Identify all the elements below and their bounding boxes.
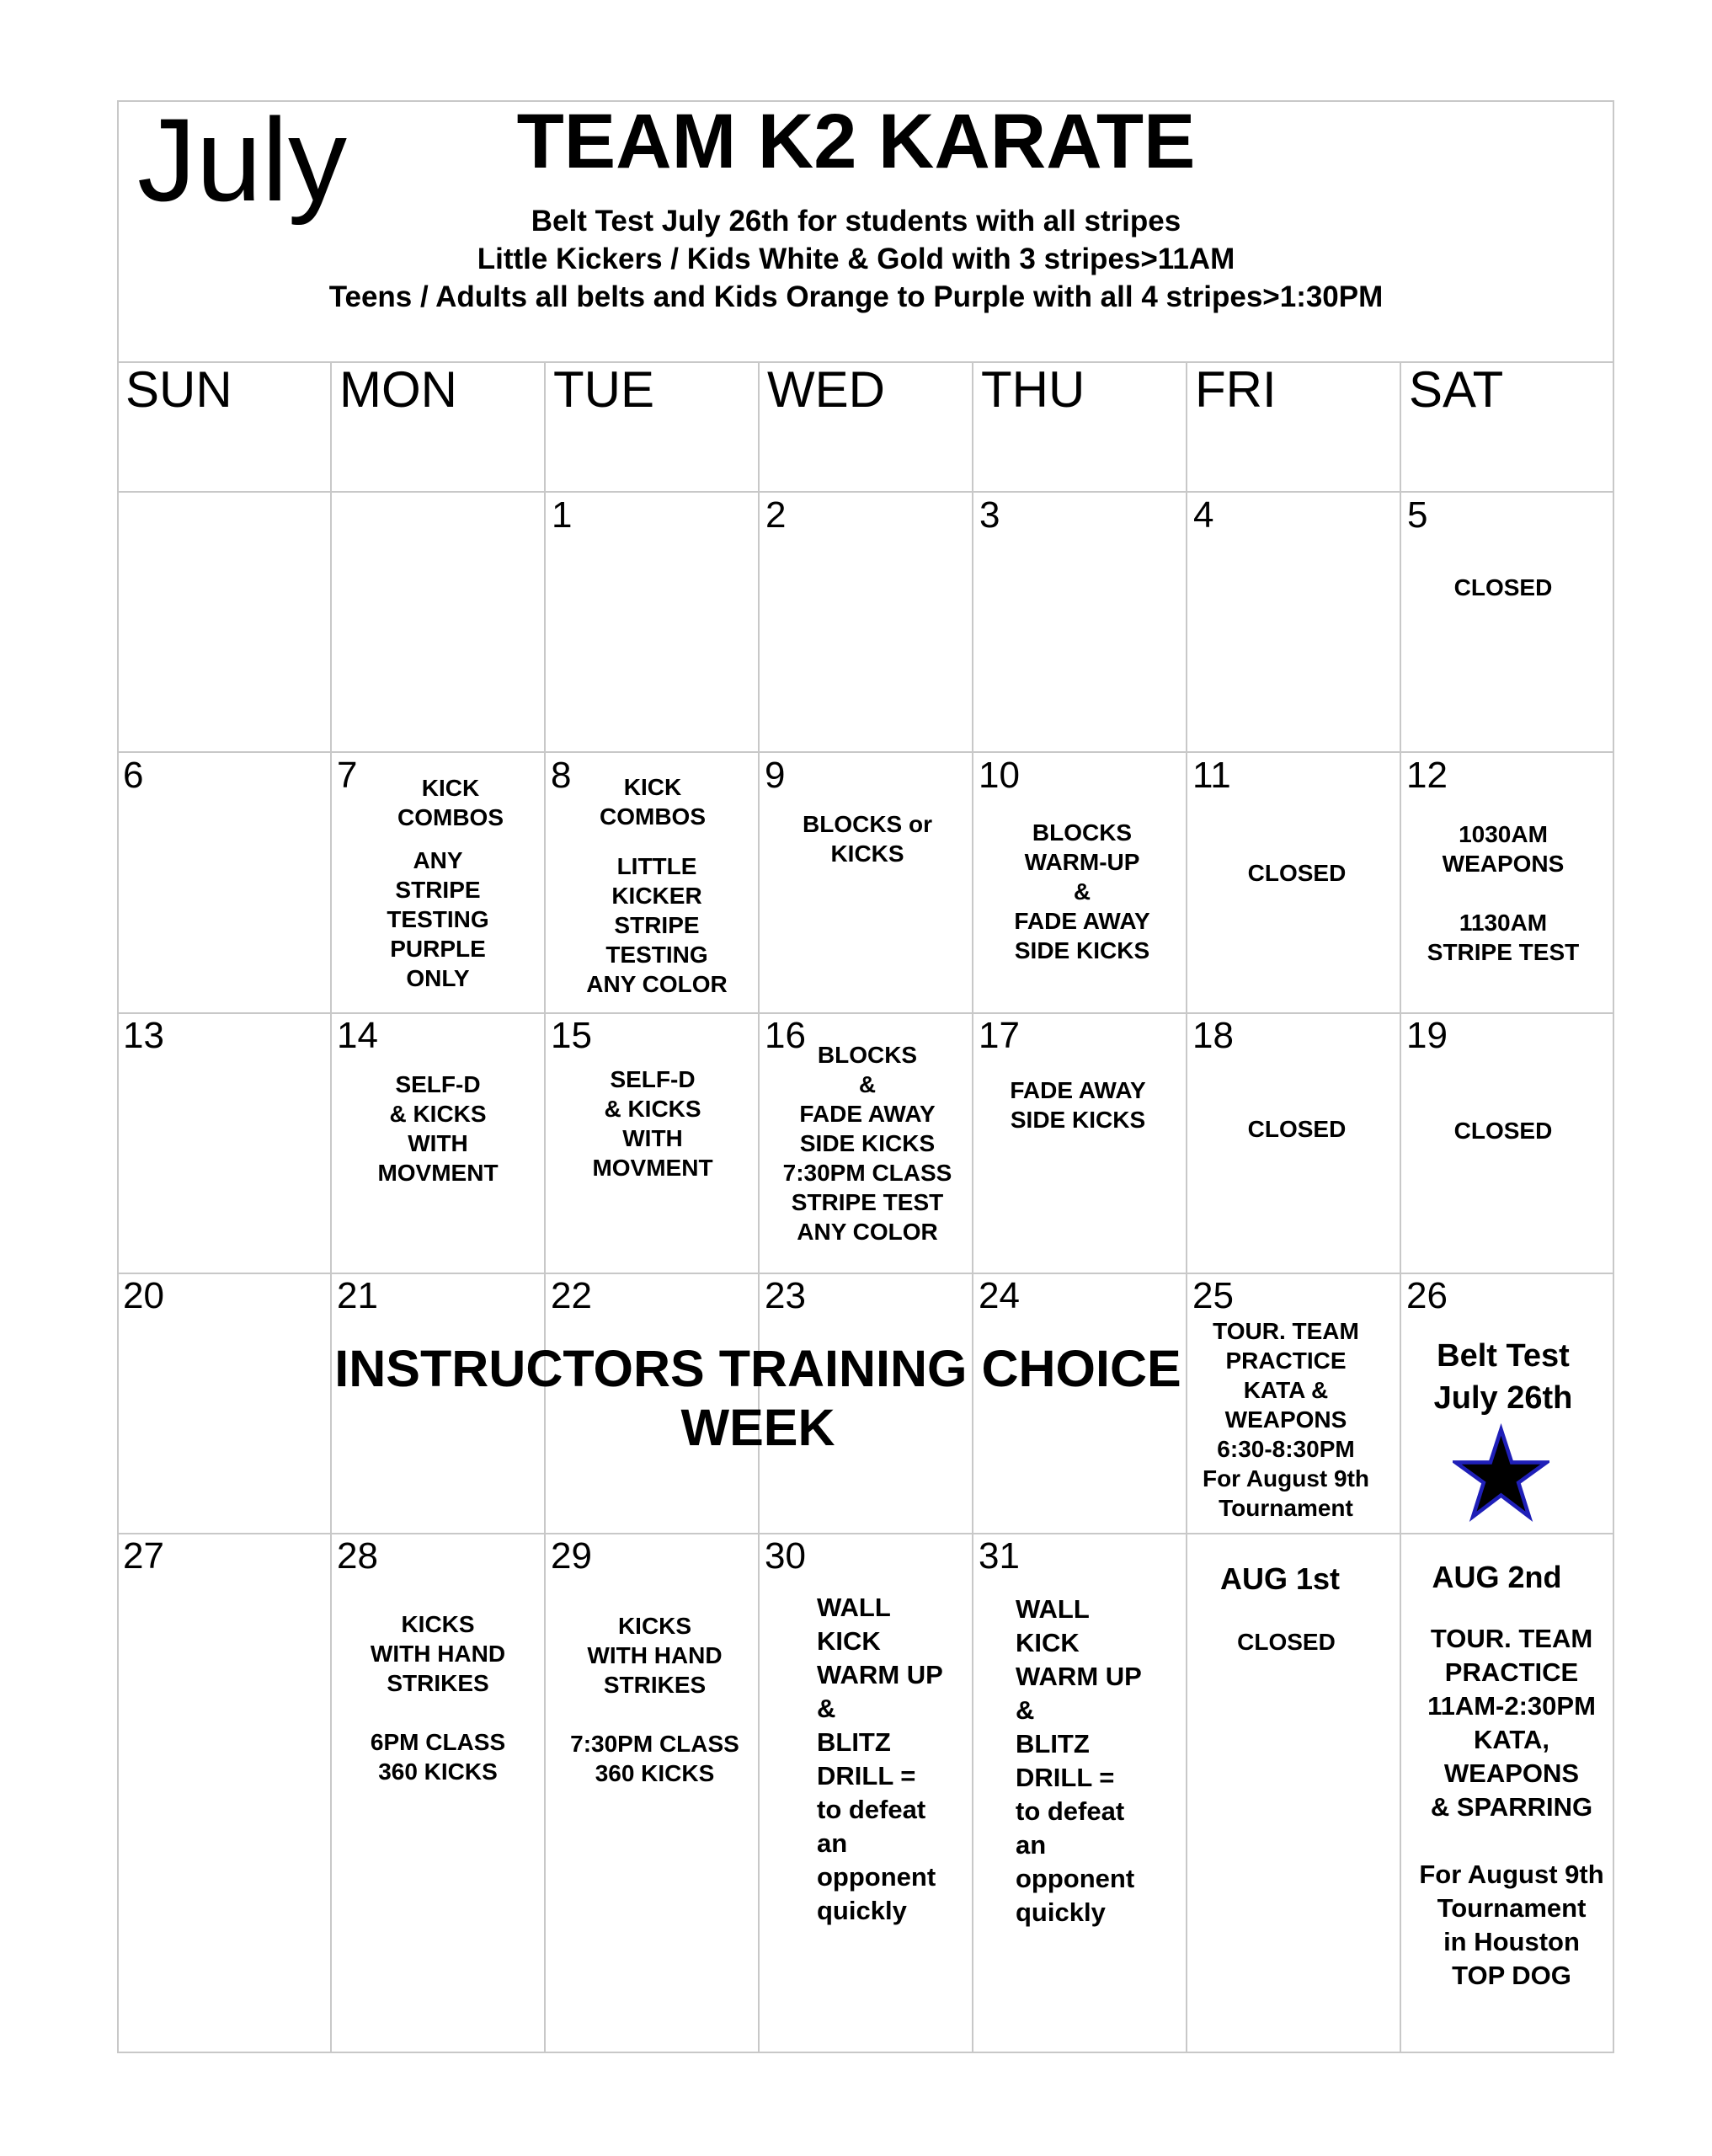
day-number: 14 [337,1015,378,1056]
weekday-sat: SAT [1409,361,1504,418]
day-number: 5 [1407,494,1428,536]
event-kick-combos: KICK COMBOS [600,774,706,830]
day-number: 22 [551,1275,592,1316]
grid-line [117,1273,1614,1274]
event-self-d: SELF-D & KICKS WITH MOVMENT [592,1066,713,1181]
weekday-tue: TUE [553,361,654,418]
day-number: 12 [1406,755,1448,796]
event-belt-test: Belt Test July 26th [1433,1338,1573,1416]
event-closed: CLOSED [1247,1116,1347,1142]
weekday-wed: WED [767,361,885,418]
grid-line [544,361,546,2053]
day-number: 28 [337,1535,378,1577]
event-wall-kick-blitz: WALL KICK WARM UP & BLITZ DRILL = to defeat an opponent quickly [1016,1594,1142,1927]
day-number: 29 [551,1535,592,1577]
day-number: 30 [765,1535,806,1577]
grid-line [117,1012,1614,1014]
event-closed: CLOSED [1453,574,1553,600]
grid-line [1186,361,1187,2053]
page-title: TEAM K2 KARATE [516,99,1196,184]
event-closed: CLOSED [1237,1629,1336,1655]
grid-line [972,361,973,2053]
weekday-fri: FRI [1195,361,1277,418]
day-number: 26 [1406,1275,1448,1316]
day-number: 8 [551,755,572,796]
event-weapons-stripe-test: 1030AM WEAPONS 1130AM STRIPE TEST [1427,821,1580,965]
event-blocks-fade-away: BLOCKS & FADE AWAY SIDE KICKS 7:30PM CLASS STRIPE TEST ANY COLOR [782,1042,952,1245]
event-kick-combos: KICK COMBOS [397,775,504,830]
teens-adults-line: Teens / Adults all belts and Kids Orange to Purple with all 4 stripes>1:30PM [328,280,1384,313]
grid-line [117,1533,1614,1534]
day-number: 4 [1193,494,1214,536]
weekday-thu: THU [981,361,1085,418]
day-number: 13 [123,1015,164,1056]
event-fade-away: FADE AWAY SIDE KICKS [1010,1077,1146,1133]
aug-2nd-label: AUG 2nd [1432,1560,1562,1594]
day-number: 27 [123,1535,164,1577]
day-number: 2 [765,494,787,536]
grid-line [758,361,760,2053]
event-stripe-testing: LITTLE KICKER STRIPE TESTING ANY COLOR [586,853,728,997]
day-number: 15 [551,1015,592,1056]
grid-line [117,491,1614,493]
day-number: 11 [1192,755,1231,796]
event-tour-team-practice: TOUR. TEAM PRACTICE KATA & WEAPONS 6:30-8:30PM For August 9th Tournament [1202,1318,1370,1521]
event-stripe-testing: ANY STRIPE TESTING PURPLE ONLY [387,847,489,991]
day-number: 6 [123,755,144,796]
grid-line [117,751,1614,753]
instructors-week-banner: INSTRUCTORS TRAINING CHOICE WEEK [334,1340,1181,1456]
event-kicks-hand-strikes: KICKS WITH HAND STRIKES 6PM CLASS 360 KICKS [370,1611,506,1785]
little-kickers-line: Little Kickers / Kids White & Gold with 3 stripes>11AM [477,243,1235,275]
event-blocks-warmup: BLOCKS WARM-UP & FADE AWAY SIDE KICKS [1014,819,1150,963]
day-number: 10 [979,755,1020,796]
event-wall-kick-blitz: WALL KICK WARM UP & BLITZ DRILL = to defeat an opponent quickly [817,1593,943,1925]
aug-1st-label: AUG 1st [1219,1561,1341,1596]
event-self-d: SELF-D & KICKS WITH MOVMENT [377,1071,499,1186]
day-number: 25 [1192,1275,1234,1316]
day-number: 16 [765,1015,806,1056]
event-blocks-kicks: BLOCKS or KICKS [803,811,932,867]
day-number: 3 [979,494,1000,536]
day-number: 19 [1406,1015,1448,1056]
day-number: 18 [1192,1015,1234,1056]
event-kicks-hand-strikes: KICKS WITH HAND STRIKES 7:30PM CLASS 360 KICKS [570,1613,739,1786]
event-closed: CLOSED [1247,860,1347,886]
day-number: 7 [337,755,358,796]
belt-test-line: Belt Test July 26th for students with all stripes [531,205,1181,237]
weekday-sun: SUN [125,361,232,418]
day-number: 31 [979,1535,1020,1577]
day-number: 20 [123,1275,164,1316]
day-number: 24 [979,1275,1020,1316]
grid-line [330,361,332,2053]
day-number: 23 [765,1275,806,1316]
day-number: 1 [552,494,573,536]
day-number: 9 [765,755,786,796]
grid-line [1400,361,1401,2053]
day-number: 17 [979,1015,1020,1056]
month-label: July [137,93,347,226]
day-number: 21 [337,1275,378,1316]
event-closed: CLOSED [1453,1118,1553,1144]
star-icon [1453,1419,1549,1533]
weekday-mon: MON [339,361,457,418]
event-tour-team-practice: TOUR. TEAM PRACTICE 11AM-2:30PM KATA, WEAPONS & SPARRING For August 9th Tournament in Houston TOP DOG [1419,1624,1604,1990]
